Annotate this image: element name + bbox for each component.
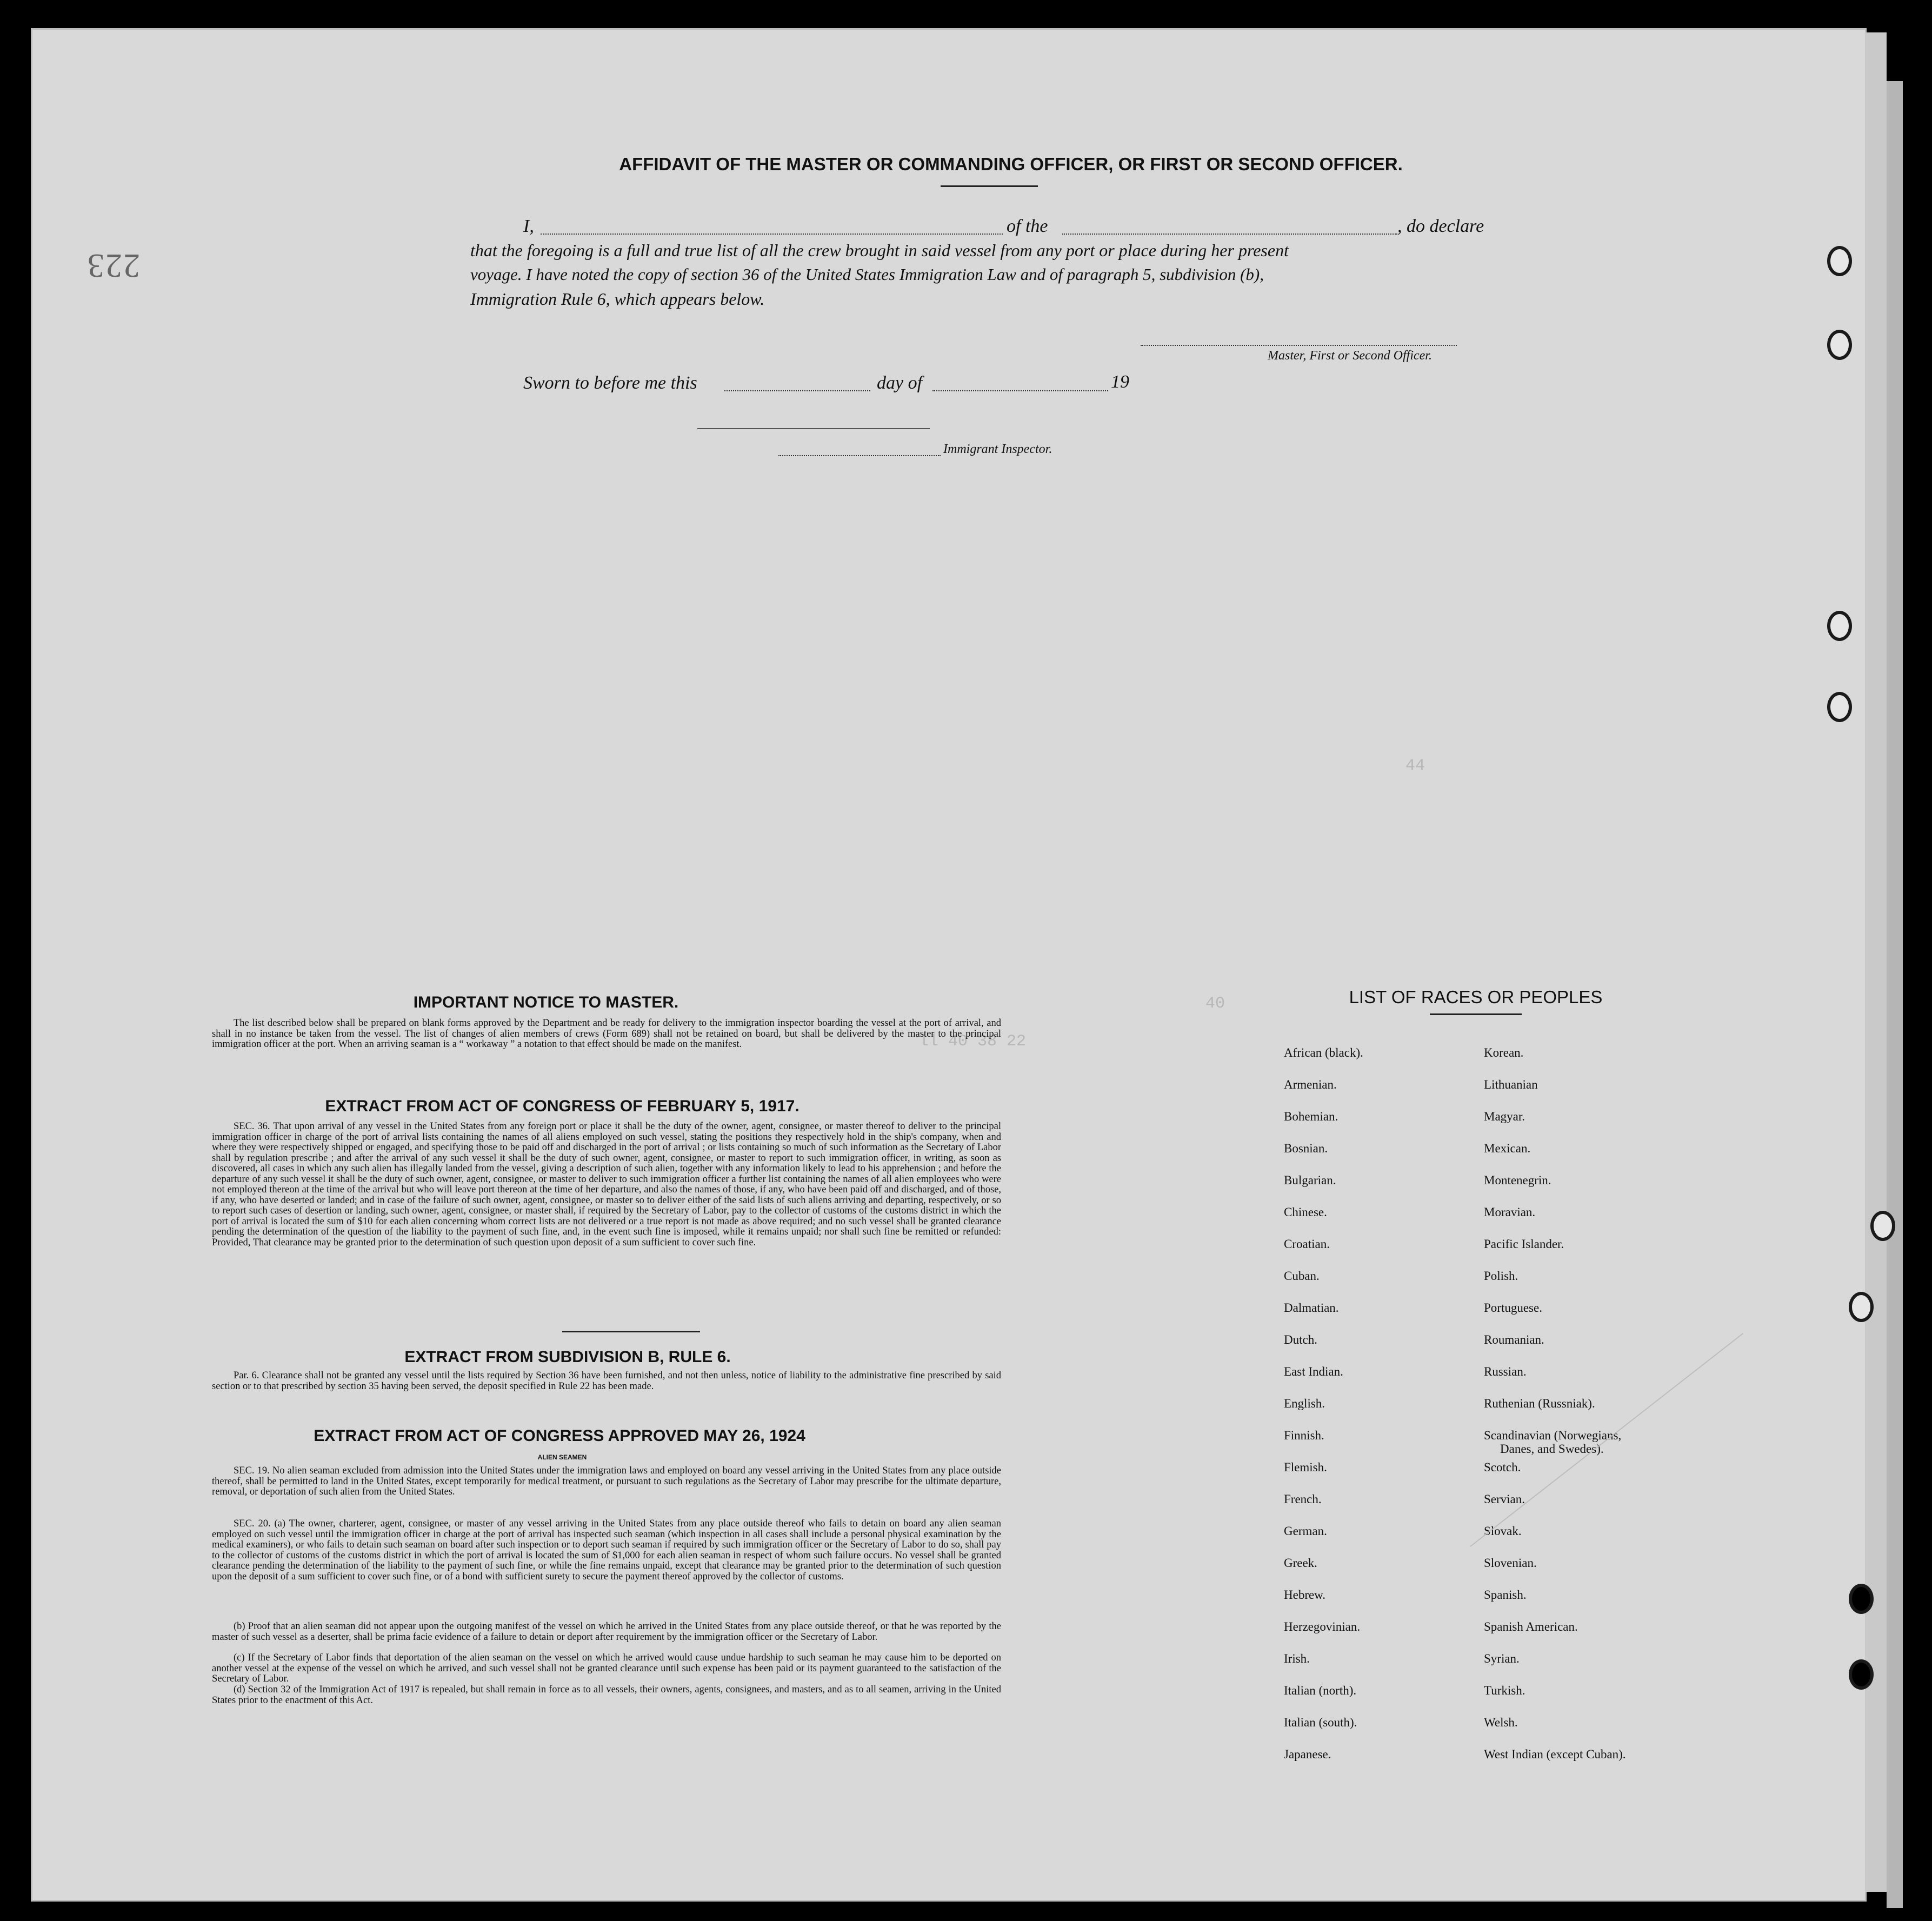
affidavit-of-the: of the [1007, 216, 1048, 236]
punch-hole-icon [1870, 1211, 1895, 1241]
races-title: LIST OF RACES OR PEOPLES [1349, 987, 1603, 1007]
bleed-through: ll 40 38 22 [919, 1032, 1027, 1051]
extract-rule6-title: EXTRACT FROM SUBDIVISION B, RULE 6. [404, 1348, 731, 1366]
race-item: Hebrew. [1284, 1588, 1326, 1602]
punch-hole-icon [1849, 1292, 1874, 1322]
race-item: Japanese. [1284, 1747, 1331, 1761]
race-item: Polish. [1484, 1269, 1518, 1283]
race-item: Mexican. [1484, 1142, 1531, 1155]
punch-hole-icon [1827, 330, 1852, 360]
race-item: Finnish. [1284, 1429, 1324, 1442]
bleed-through: 40 [1205, 995, 1225, 1013]
sec20a-text: SEC. 20. (a) The owner, charterer, agent, consignee, or master of any vessel arriving in the United States from any place outside thereof who fails to detain on board any alien seaman employed on such vessel until the immigration officer in charge at the port of arrival has inspected such seaman (which inspection in all cases shall include a personal physical examination by the medical examiners), or who fails to detain such seaman on board after such inspection or to deport such seaman if required by such immigration officer or the Secretary of Labor to do so, shall pay to the collector of customs of the customs district in which the port of arrival is located the sum of $1,000 for each alien seaman in respect of whom such failure occurs. No vessel shall be granted clearance pending the determination of the liability to the payment of such fine, or while the fine remains unpaid, except that clearance may be granted prior to the determination of such question upon the deposit of a sum sufficient to cover such fine, or of a bond with sufficient surety to secure the payment thereof approved by the collector of customs. [212, 1518, 1001, 1582]
sec19-text: SEC. 19. No alien seaman excluded from admission into the United States under the immigration laws and employed on board any vessel arriving in the United States from any place outside thereof, shall be permitted to land in the United States, except temporarily for medical treatment, or pursuant to such regulations as the Secretary of Labor may prescribe for the ultimate departure, removal, or deportation of such alien from the United States. [212, 1465, 1001, 1497]
race-item: Irish. [1284, 1652, 1310, 1665]
race-item: Greek. [1284, 1556, 1317, 1570]
race-item: Bulgarian. [1284, 1173, 1336, 1187]
name-blank-line[interactable] [541, 234, 1003, 235]
extract-1917-title: EXTRACT FROM ACT OF CONGRESS OF FEBRUARY 5, 1917. [325, 1097, 800, 1115]
race-item: Armenian. [1284, 1078, 1337, 1091]
sec20d-text: (d) Section 32 of the Immigration Act of 1917 is repealed, but shall remain in force as to all vessels, their owners, agents, consignees, and masters, and as to all seamen, arriving in the United States prior to the enactment of this Act. [212, 1684, 1001, 1706]
document-page [32, 30, 1865, 1900]
race-item: Pacific Islander. [1484, 1237, 1564, 1251]
race-item: Cuban. [1284, 1269, 1320, 1283]
affidavit-title: AFFIDAVIT OF THE MASTER OR COMMANDING OFFICER, OR FIRST OR SECOND OFFICER. [619, 154, 1403, 174]
race-item: Welsh. [1484, 1716, 1518, 1729]
divider [941, 185, 1038, 187]
race-item: Slovak. [1484, 1524, 1522, 1538]
page-number: 223 [86, 247, 140, 284]
race-item: Montenegrin. [1484, 1173, 1551, 1187]
race-item: Russian. [1484, 1365, 1527, 1378]
race-item: Danes, and Swedes). [1500, 1442, 1604, 1456]
race-item: Portuguese. [1484, 1301, 1542, 1315]
race-item: Ruthenian (Russniak). [1484, 1397, 1595, 1410]
race-item: Magyar. [1484, 1110, 1525, 1123]
sec20c-text: (c) If the Secretary of Labor finds that deportation of the alien seaman on the vessel on which he arrived would cause undue hardship to such seaman he may cause him to be deported on another vessel at the expense of the vessel on which he arrived, and such vessel shall not be granted clearance until such expense has been paid or its payment guaranteed to the satisfaction of the Secretary of Labor. [212, 1652, 1001, 1684]
race-item: Chinese. [1284, 1205, 1327, 1219]
race-item: Bohemian. [1284, 1110, 1338, 1123]
month-blank-line[interactable] [932, 390, 1108, 391]
notice-title: IMPORTANT NOTICE TO MASTER. [413, 993, 679, 1011]
day-of-text: day of [877, 373, 923, 393]
extract-1917-text: SEC. 36. That upon arrival of any vessel in the United States from any foreign port or place it shall be the duty of the owner, agent, consignee, or master thereof to deliver to the principal immigration officer in charge of the port of arrival lists containing the names of all aliens employed on such vessel, stating the positions they respectively hold in the ship's company, when and where they were respectively shipped or engaged, and specifying those to be paid off and discharged in the port of arrival ; or lists containing so much of such information as the Secretary of Labor shall by regulation prescribe ; and after the arrival of any such vessel it shall be the duty of such owner, agent, consignee, or master to report to such immigration officer, in writing, as soon as discovered, all cases in which any such alien has illegally landed from the vessel, giving a description of such alien, together with any information likely to lead to his apprehension ; and before the departure of any such vessel it shall be the duty of such owner, agent, consignee, or master to deliver to such immigration officer a further list containing the names of all alien employees who were not employed thereon at the time of the arrival but who will leave port thereon at the time of her departure, and also the names of those, if any, who have been paid off and discharged, and of those, if any, who have deserted or landed; and in case of the failure of such owner, agent, consignee, or master so to deliver either of the said lists of such aliens arriving and departing, respectively, or so to report such cases of desertion or landing, such owner, agent, consignee, or master shall, if required by the Secretary of Labor, pay to the collector of customs of the customs district in which the port of arrival is located the sum of $10 for each alien concerning whom correct lists are not delivered or a true report is not made as above required; and no such vessel shall be granted clearance pending the determination of the question of the liability to the payment of such fine, and, in the event such fine is imposed, while it remains unpaid; nor shall such fine be remitted or refunded: Provided, That clearance may be granted prior to the determination of such question upon deposit of a sum sufficient to cover such fine. [212, 1121, 1001, 1248]
race-item: Flemish. [1284, 1460, 1327, 1474]
extract-rule6-text: Par. 6. Clearance shall not be granted any vessel until the lists required by Section 36 have been furnished, and not then unless, notice of liability to the administrative fine prescribed by said section or to that prescribed by section 35 having been served, the deposit specified in Rule 22 has been made. [212, 1370, 1001, 1392]
punch-hole-icon [1827, 692, 1852, 722]
affidavit-line4: Immigration Rule 6, which appears below. [470, 289, 765, 309]
signature-label: Master, First or Second Officer. [1268, 349, 1432, 363]
vessel-blank-line[interactable] [1062, 234, 1397, 235]
sworn-text: Sworn to before me this [523, 373, 697, 393]
punch-hole-icon [1827, 246, 1852, 276]
race-item: West Indian (except Cuban). [1484, 1747, 1626, 1761]
race-item: Bosnian. [1284, 1142, 1328, 1155]
affidavit-line2: that the foregoing is a full and true list of all the crew brought in said vessel from any port or place during her present [470, 241, 1289, 260]
race-item: English. [1284, 1397, 1325, 1410]
race-item: Slovenian. [1484, 1556, 1537, 1570]
bleed-through: 44 [1405, 757, 1425, 775]
race-item: Scandinavian (Norwegians, [1484, 1429, 1622, 1442]
race-item: Syrian. [1484, 1652, 1520, 1665]
race-item: Spanish American. [1484, 1620, 1578, 1633]
race-item: Turkish. [1484, 1684, 1525, 1697]
race-item: Dalmatian. [1284, 1301, 1339, 1315]
race-item: Scotch. [1484, 1460, 1521, 1474]
inspector-blank-line[interactable] [697, 428, 930, 429]
race-item: Croatian. [1284, 1237, 1330, 1251]
race-item: Korean. [1484, 1046, 1524, 1059]
race-item: Servian. [1484, 1492, 1525, 1506]
sec20b-text: (b) Proof that an alien seaman did not appear upon the outgoing manifest of the vessel on which he arrived in the United States from any place outside thereof, or that he was reported by the master of such vessel as a deserter, shall be prima facie evidence of a failure to detain or deport after requirement by the immigration officer or the Secretary of Labor. [212, 1621, 1001, 1643]
race-item: Spanish. [1484, 1588, 1527, 1602]
race-item: Roumanian. [1484, 1333, 1544, 1346]
race-item: Moravian. [1484, 1205, 1536, 1219]
year-prefix: 19 [1111, 372, 1129, 392]
race-item: East Indian. [1284, 1365, 1343, 1378]
race-item: Lithuanian [1484, 1078, 1538, 1091]
affidavit-line3: voyage. I have noted the copy of section 36 of the United States Immigration Law and of paragraph 5, subdivision (b), [470, 265, 1264, 284]
day-blank-line[interactable] [724, 390, 870, 391]
punch-hole-icon [1827, 611, 1852, 641]
extract-1924-title: EXTRACT FROM ACT OF CONGRESS APPROVED MAY 26, 1924 [314, 1427, 805, 1445]
divider [1430, 1013, 1522, 1015]
page-edge-back [1887, 81, 1903, 1908]
signature-blank-line[interactable] [1141, 345, 1457, 346]
page-edge [1865, 32, 1887, 1892]
inspector-label: Immigrant Inspector. [943, 442, 1052, 456]
punch-hole-icon [1849, 1659, 1874, 1690]
notice-text: The list described below shall be prepared on blank forms approved by the Department and be ready for delivery to the immigration inspector boarding the vessel at the port of arrival, and shall in no instance be taken from the vessel. The list of changes of alien members of crews (Form 689) shall not be retained on board, but shall be delivered by the master to the principal immigration officer at the port. When an arriving seaman is a “ workaway ” a notation to that effect should be made on the manifest. [212, 1018, 1001, 1050]
race-item: African (black). [1284, 1046, 1363, 1059]
divider [562, 1331, 700, 1332]
extract-1924-subtitle: ALIEN SEAMEN [537, 1453, 587, 1461]
punch-hole-icon [1849, 1584, 1874, 1614]
race-item: German. [1284, 1524, 1327, 1538]
race-item: Dutch. [1284, 1333, 1317, 1346]
race-item: Italian (north). [1284, 1684, 1357, 1697]
race-item: Herzegovinian. [1284, 1620, 1361, 1633]
affidavit-do-declare: , do declare [1397, 216, 1484, 236]
affidavit-i: I, [523, 216, 534, 236]
inspector-name-line[interactable] [778, 455, 941, 456]
race-item: French. [1284, 1492, 1322, 1506]
race-item: Italian (south). [1284, 1716, 1357, 1729]
